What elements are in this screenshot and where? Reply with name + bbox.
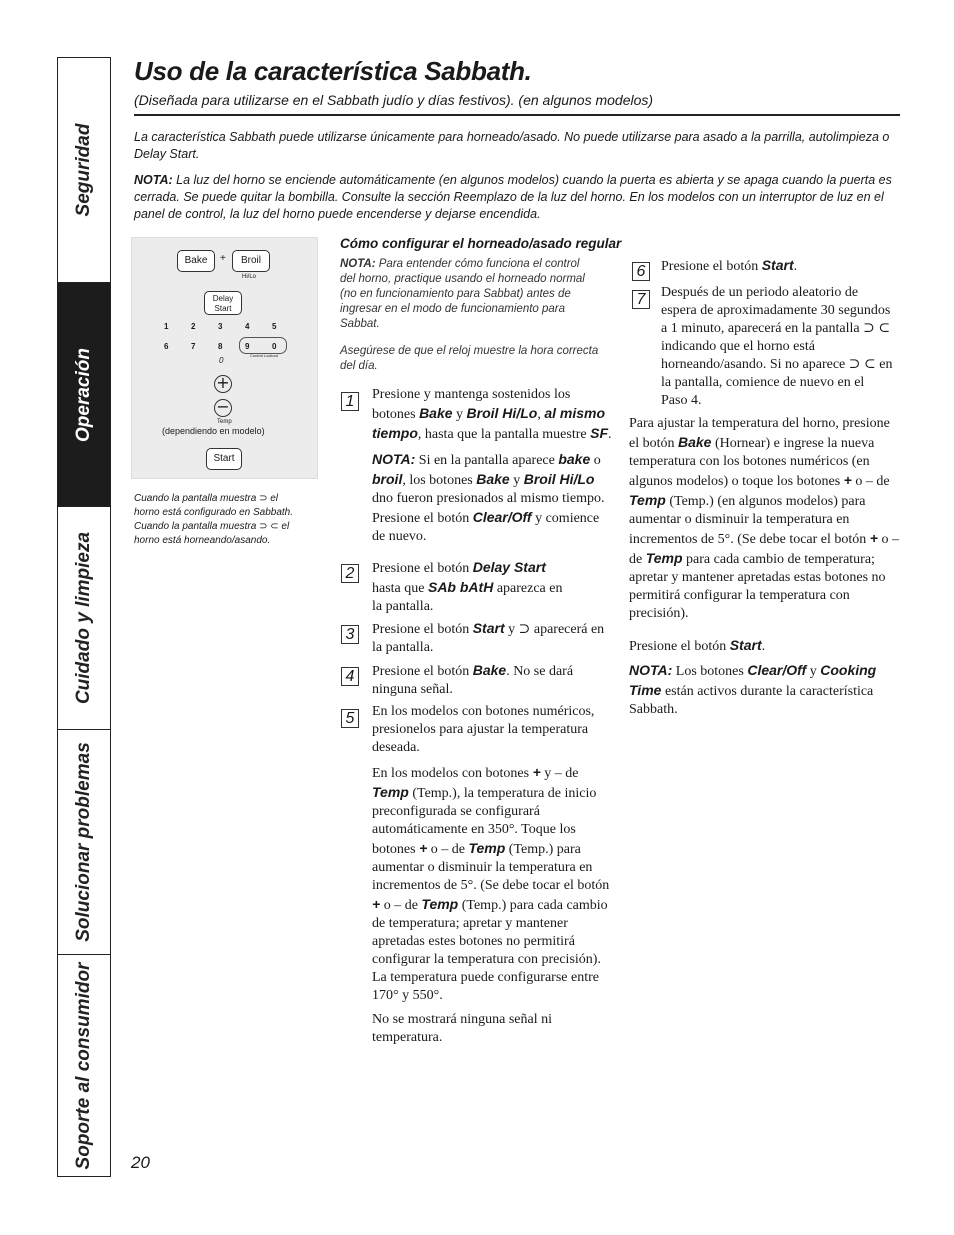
button-name: Bake [476,471,510,487]
broil-hilo-label: Hi/Lo [242,274,257,280]
para-text: (Temp.) (en algunos modelos) para aumentar o disminuir la temperatura en incrementos de 5°. (Se debe tocar el botón [629,494,870,547]
step-text: En los modelos con botones [372,766,533,781]
step-text: , [537,407,545,422]
step-text: Si en la pantalla aparece [415,453,559,468]
button-name: Start [472,620,505,636]
num-key: 6 [164,342,169,351]
num-key: 1 [164,322,169,331]
tab-soporte-al-consumidor[interactable] [58,955,110,1176]
tab-cuidado-y-limpieza[interactable] [58,507,110,730]
step-text: dno fueron presionados al mismo tiempo. Presione el botón [372,491,605,526]
button-name: Temp [629,492,666,508]
step-text: hasta que [372,581,428,596]
step-5 [372,703,612,1047]
step-text: y – de [540,766,579,781]
tab-label: Solucionar problemas [73,742,94,942]
button-name: Temp [421,896,459,912]
para-text: para cada cambio de temperatura; apretar y mantener apretadas estas botones no permitirá configurar la temperatura con precisión). [629,552,886,621]
display-code: broil [372,471,403,487]
button-name: Clear/Off [472,509,532,525]
step-4 [372,661,612,699]
delay-start-label: Start [214,304,232,313]
step-1 [372,386,612,546]
button-name: Broil Hi/Lo [466,405,538,421]
button-name: + [843,472,852,488]
step-text: o – de [380,898,422,913]
step-number-box: 2 [341,564,359,583]
adjust-temp-paragraph [629,415,899,623]
step-text: y comience de nuevo. [372,511,600,544]
bake-key: Bake [177,250,215,272]
display-code: SF [590,425,608,441]
num-key: 8 [218,342,223,351]
step-text: y [452,407,467,422]
minus-circle-icon: − [214,399,232,417]
depends-on-model-label: (dependiendo en modelo) [162,426,265,436]
step-text: (Temp.), la temperatura de inicio preconfigurada se configurará automáticamente en 350°. Toque los botones [372,786,597,857]
step-text: . [793,259,798,274]
step-text: aparezca en la pantalla. [372,581,563,614]
step-2 [372,558,572,616]
button-name: Cooking Time [629,662,877,698]
panel-caption: Cuando la pantalla muestra ⊃ el horno está configurado en Sabbath. Cuando la pantalla muestra ⊃ ⊂ el horno está horneando/asando. [134,493,294,546]
note-label: NOTA: [372,451,416,467]
display-code: bake [558,451,591,467]
tab-label: Seguridad [73,123,94,217]
zero-hint: 0 [219,356,224,365]
delay-label: Delay [212,294,234,303]
control-lockout-label: Control Lockout [250,353,279,358]
button-name: + [419,840,428,856]
active-buttons-note [629,661,903,719]
num-key: 9 [245,342,250,351]
title-divider [134,114,900,116]
control-panel-illustration [131,237,318,479]
num-key: 0 [272,342,277,351]
note-text: Para entender cómo funciona el control del horno, practique usando el horneado normal (no en funcionamiento para Sabbat) antes de ingresar en el modo de funcionamiento para Sabbat. [340,258,585,330]
step-number-box: 5 [341,709,359,728]
step-text: Presione el botón [372,664,473,679]
note-text: La luz del horno se enciende automáticamente (en algunos modelos) cuando la puerta es abierta y se apaga cuando la puerta es cerrada. Se puede quitar la bombilla. Consulte la sección Reemplazo de la luz del horno. En los modelos con un interruptor de luz en el panel de control, la luz del horno puede encenderse y dejarse encendida. [134,173,892,221]
tab-label: Operación [73,347,94,442]
plus-sign: + [220,253,226,264]
num-key: 5 [272,322,277,331]
button-name: Temp [645,550,683,566]
section-tabs [57,57,111,1177]
step-text: o – de [427,842,469,857]
tab-label: Cuidado y limpieza [73,531,94,705]
tab-label: Soporte al consumidor [73,962,94,1169]
broil-key: Broil [232,250,270,272]
step-text: , hasta que la pantalla muestre [417,427,591,442]
delay-start-key [204,291,242,315]
temp-label: Temp [217,419,232,425]
step-text: Presione el botón [372,622,473,637]
display-code: SAb bAtH [427,579,494,595]
tab-seguridad[interactable] [58,58,110,283]
step-number-box: 1 [341,392,359,411]
button-name: Bake [678,434,712,450]
button-name: Broil Hi/Lo [523,471,595,487]
step-text: Presione el botón [661,259,762,274]
intro-note [134,172,894,223]
step-number-box: 4 [341,667,359,686]
plus-circle-icon: + [214,375,232,393]
para-text: o – de [629,532,899,567]
para-text: o – de [851,474,890,489]
para-text: y [806,664,821,679]
button-name: + [869,530,878,546]
para-text: (Hornear) e ingrese la nueva temperatura con los botones numéricos (en algunos modelos) o toque los botones [629,436,875,489]
step-number-box: 7 [632,290,650,309]
num-key: 3 [218,322,223,331]
tab-operacion[interactable] [58,283,110,507]
step-text: o [590,453,601,468]
step-text: Presione y mantenga sostenidos los botones [372,387,571,422]
practice-note [340,257,595,332]
emphasis-text: al mismo tiempo [372,405,606,441]
step-text: Presione el botón [372,561,473,576]
section-heading: Cómo configurar el horneado/asado regular [340,236,622,251]
para-text: Presione el botón [629,639,730,654]
step-number-box: 3 [341,625,359,644]
button-name: Temp [372,784,409,800]
intro-paragraph: La característica Sabbath puede utilizarse únicamente para horneado/asado. No puede utilizarse para asado a la parrilla, autolimpieza o Delay Start. [134,130,890,161]
button-name: Start [729,637,762,653]
step-5-temp-paragraph [372,763,612,1005]
step-number-box: 6 [632,262,650,281]
step-3 [372,619,612,657]
num-key: 2 [191,322,196,331]
button-name: Clear/Off [747,662,807,678]
start-key: Start [206,448,242,470]
step-text: En los modelos con botones numéricos, presionelos para ajustar la temperatura deseada. [372,704,595,755]
page-number: 20 [131,1153,150,1172]
para-text: están activos durante la característica Sabbath. [629,684,874,717]
step-text: (Temp.) para aumentar o disminuir la temperatura en incrementos de 5°. (Se debe tocar el botón [372,842,610,893]
note-label: NOTA: [629,662,673,678]
clock-note: Asegúrese de que el reloj muestre la hora correcta del día. [340,345,599,372]
button-name: Delay Start [472,559,546,575]
button-name: Bake [419,405,453,421]
step-text: y [509,473,524,488]
step-text: y ⊃ aparecerá en la pantalla. [372,622,605,655]
num-key: 7 [191,342,196,351]
step-text: . No se dará ninguna señal. [372,664,574,697]
para-text: Para ajustar la temperatura del horno, presione el botón [629,416,890,451]
page-subtitle: (Diseñada para utilizarse en el Sabbath judío y días festivos). (en algunos modelos) [134,92,654,108]
step-text: (Temp.) para cada cambio de temperatura; apretar y mantener apretadas estes botones no permitirá configurar la temperatura con precisión). La temperatura puede configurarse entre 170° y 550°. [372,898,608,1003]
button-name: + [532,764,541,780]
step-7: Después de un periodo aleatorio de espera de aproximadamente 30 segundos a 1 minuto, aparecerá en la pantalla ⊃ ⊂ indicando que el horno está horneando/asando. Si no aparece ⊃ ⊂ en la pantalla, comience de nuevo en el Paso 4. [661,285,893,408]
num-key: 4 [245,322,250,331]
step-text: , los botones [402,473,477,488]
step-6 [661,256,901,276]
page-title: Uso de la característica Sabbath. [134,56,532,86]
step-text: . [608,427,612,442]
button-name: + [372,896,381,912]
button-name: Start [761,257,794,273]
step-5-no-signal: No se mostrará ninguna señal ni temperatura. [372,1012,553,1045]
button-name: Bake [472,662,507,678]
para-text: Los botones [672,664,748,679]
step-1-note [372,450,612,546]
press-start-paragraph [629,636,899,656]
note-label: NOTA: [340,258,376,270]
para-text: . [761,639,766,654]
tab-solucionar-problemas[interactable] [58,730,110,955]
note-label: NOTA: [134,173,173,187]
button-name: Temp [468,840,506,856]
